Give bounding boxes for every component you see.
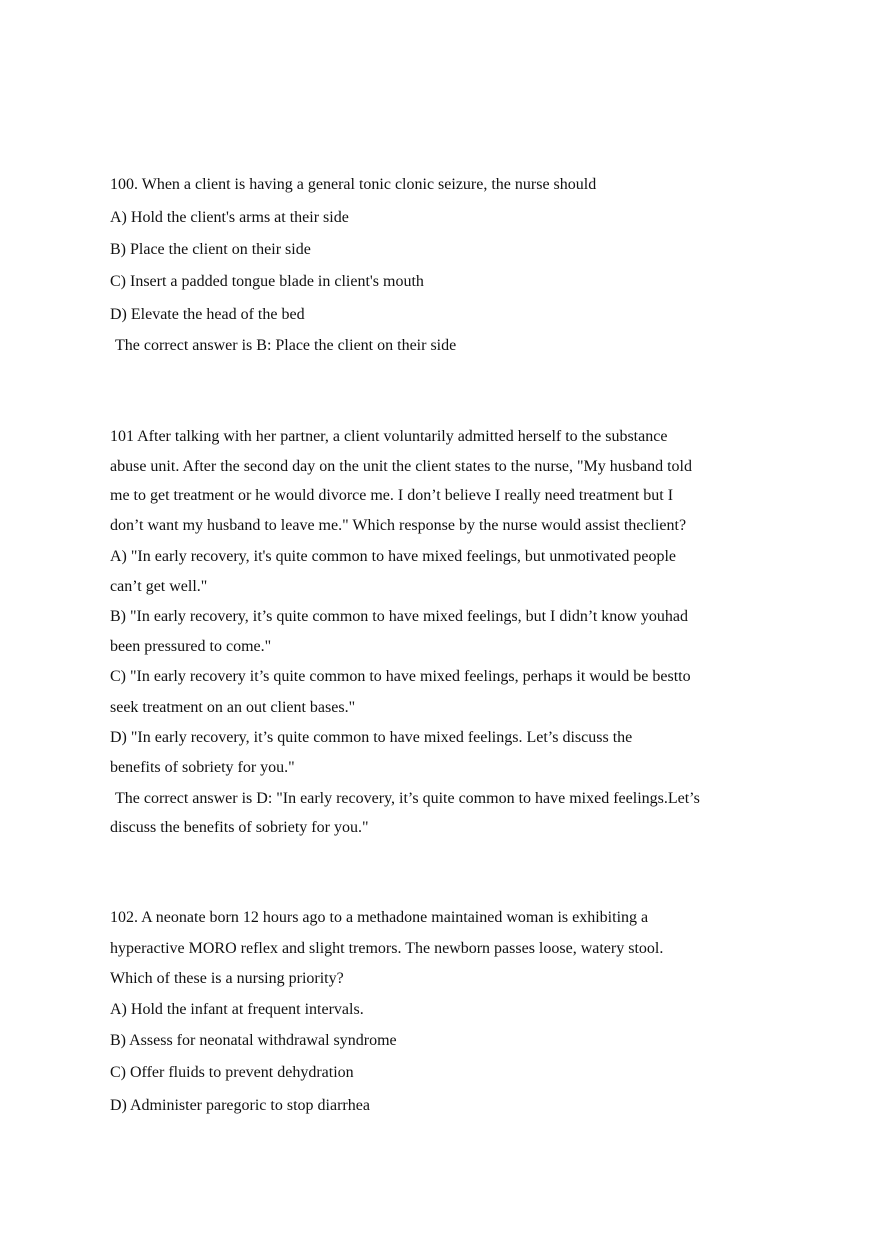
option-a-line-1: A) "In early recovery, it's quite common to have mixed feelings, but unmotivated people [110,548,676,565]
option-b: B) Assess for neonatal withdrawal syndrome [110,1032,397,1049]
question-stem-line-1: 102. A neonate born 12 hours ago to a methadone maintained woman is exhibiting a [110,909,649,926]
option-a: A) Hold the infant at frequent intervals. [110,1001,364,1018]
option-d-line-1: D) "In early recovery, it’s quite common to have mixed feelings. Let’s discuss the [110,729,633,746]
option-a: A) Hold the client's arms at their side [110,209,349,226]
option-d: D) Elevate the head of the bed [110,306,305,323]
question-stem-line-2: abuse unit. After the second day on the unit the client states to the nurse, "My husband told [110,458,692,475]
option-b-line-1: B) "In early recovery, it’s quite common to have mixed feelings, but I didn’t know youhad [110,608,688,625]
correct-answer-line-2: discuss the benefits of sobriety for you." [110,819,369,836]
option-c: C) Insert a padded tongue blade in client's mouth [110,273,424,290]
correct-answer: The correct answer is B: Place the client on their side [115,337,457,354]
question-stem-line-3: Which of these is a nursing priority? [110,970,344,987]
option-b-line-2: been pressured to come." [110,638,272,655]
option-d-line-2: benefits of sobriety for you." [110,759,295,776]
question-stem-line-2: hyperactive MORO reflex and slight tremors. The newborn passes loose, watery stool. [110,940,664,957]
question-stem-line-3: me to get treatment or he would divorce me. I don’t believe I really need treatment but I [110,487,674,504]
correct-answer-line-1: The correct answer is D: "In early recovery, it’s quite common to have mixed feelings.Let’s [115,790,700,807]
option-a-line-2: can’t get well." [110,578,208,595]
question-stem-line-1: 101 After talking with her partner, a client voluntarily admitted herself to the substance [110,428,668,445]
option-b: B) Place the client on their side [110,241,311,258]
option-d: D) Administer paregoric to stop diarrhea [110,1097,370,1114]
option-c-line-2: seek treatment on an out client bases." [110,699,356,716]
question-stem-line-4: don’t want my husband to leave me." Which response by the nurse would assist theclient? [110,517,687,534]
question-stem: 100. When a client is having a general tonic clonic seizure, the nurse should [110,176,597,193]
option-c: C) Offer fluids to prevent dehydration [110,1064,354,1081]
option-c-line-1: C) "In early recovery it’s quite common to have mixed feelings, perhaps it would be bestto [110,668,691,685]
